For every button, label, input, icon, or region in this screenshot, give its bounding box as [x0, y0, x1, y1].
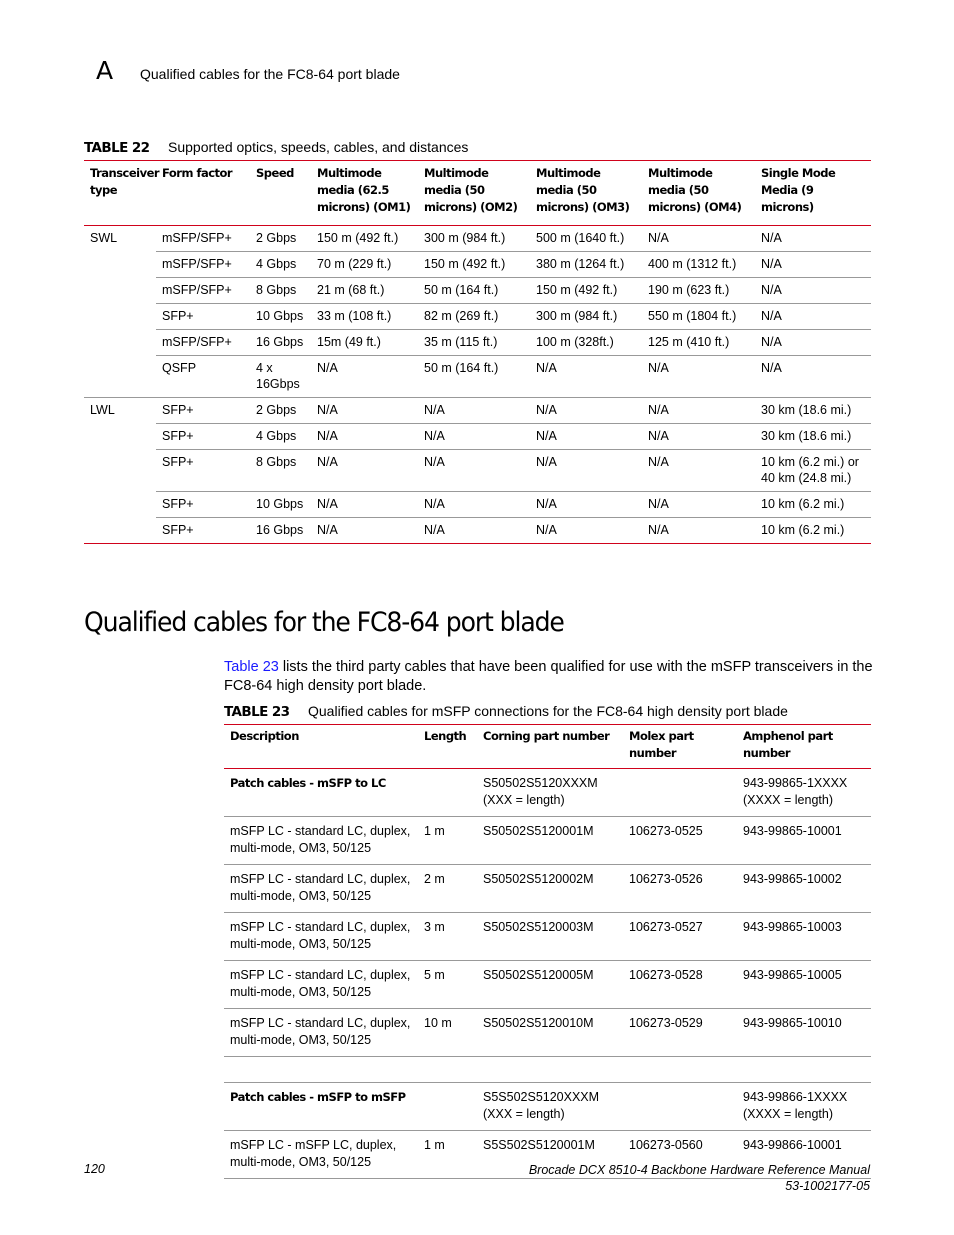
table-cell: N/A [642, 424, 755, 450]
table-cell: N/A [530, 356, 642, 398]
table-cell: QSFP [156, 356, 250, 398]
table-cell: 8 Gbps [250, 278, 311, 304]
table23-label: TABLE 23 [224, 704, 290, 720]
table-row [84, 226, 871, 252]
table-cell: N/A [642, 518, 755, 544]
table-cell: 1 m [418, 1131, 477, 1179]
table-cell: mSFP LC - standard LC, duplex, multi-mode, OM3, 50/125 [224, 865, 418, 913]
table-cell: N/A [311, 424, 418, 450]
table-cell: S5S502S5120XXXM (XXX = length) [477, 1083, 623, 1131]
table-row [224, 913, 871, 961]
table-cell: 10 Gbps [250, 304, 311, 330]
table-cell [623, 769, 737, 817]
table-cell: N/A [642, 492, 755, 518]
table-cell: mSFP LC - standard LC, duplex, multi-mode, OM3, 50/125 [224, 913, 418, 961]
table22-column-header: Speed [250, 161, 311, 226]
table-cell [84, 330, 156, 356]
table-cell: N/A [642, 226, 755, 252]
table-cell [84, 356, 156, 398]
table23-column-header: Amphenol part number [737, 725, 871, 769]
table-cell: SFP+ [156, 304, 250, 330]
table-cell: 4 Gbps [250, 424, 311, 450]
table-cell [623, 1083, 737, 1131]
table-group-row [224, 769, 871, 817]
table-row [84, 450, 871, 492]
table-row [84, 424, 871, 450]
table-cell: 16 Gbps [250, 518, 311, 544]
table-cell: 2 m [418, 865, 477, 913]
table-cell: N/A [530, 424, 642, 450]
table-cell: mSFP/SFP+ [156, 330, 250, 356]
table-cell: 50 m (164 ft.) [418, 278, 530, 304]
table-cell: S50502S5120XXXM (XXX = length) [477, 769, 623, 817]
table-cell: 380 m (1264 ft.) [530, 252, 642, 278]
table-cell: N/A [311, 492, 418, 518]
table-cell: N/A [311, 356, 418, 398]
table-cell: N/A [642, 398, 755, 424]
table-cell: 3 m [418, 913, 477, 961]
table-cell: N/A [755, 226, 871, 252]
table-cell [84, 304, 156, 330]
table-row [84, 518, 871, 544]
table-cell: S50502S5120003M [477, 913, 623, 961]
table-cell: N/A [418, 492, 530, 518]
table-row [84, 330, 871, 356]
table-cell: 150 m (492 ft.) [311, 226, 418, 252]
table-row [84, 278, 871, 304]
page-number: 120 [84, 1162, 105, 1176]
table-cell: mSFP/SFP+ [156, 226, 250, 252]
table-cell: 4 Gbps [250, 252, 311, 278]
table23-column-header: Description [224, 725, 418, 769]
table-cell: mSFP LC - standard LC, duplex, multi-mode, OM3, 50/125 [224, 961, 418, 1009]
table-cell: 30 km (18.6 mi.) [755, 424, 871, 450]
table-row [224, 817, 871, 865]
table-cell: 30 km (18.6 mi.) [755, 398, 871, 424]
table-cell: 106273-0526 [623, 865, 737, 913]
table-cell [84, 518, 156, 544]
table-cell: 33 m (108 ft.) [311, 304, 418, 330]
table-cell: mSFP LC - standard LC, duplex, multi-mode, OM3, 50/125 [224, 1009, 418, 1057]
table-cell: SFP+ [156, 492, 250, 518]
table-cell: S50502S5120005M [477, 961, 623, 1009]
table-row [84, 398, 871, 424]
table-cell: 2 Gbps [250, 398, 311, 424]
table-cell: 70 m (229 ft.) [311, 252, 418, 278]
spacer-cell [224, 1057, 871, 1083]
table-cell: 300 m (984 ft.) [530, 304, 642, 330]
table-row [84, 304, 871, 330]
table-cell: 106273-0560 [623, 1131, 737, 1179]
table-cell [84, 278, 156, 304]
table-cell: 106273-0529 [623, 1009, 737, 1057]
table-cell: N/A [642, 356, 755, 398]
manual-title: Brocade DCX 8510-4 Backbone Hardware Reference Manual [528, 1163, 870, 1177]
footer-doc-info [529, 1162, 870, 1194]
table-cell: 500 m (1640 ft.) [530, 226, 642, 252]
table-cell: 943-99865-1XXXX (XXXX = length) [737, 769, 871, 817]
table-cell: 10 m [418, 1009, 477, 1057]
table-cell: 35 m (115 ft.) [418, 330, 530, 356]
table-cell: 400 m (1312 ft.) [642, 252, 755, 278]
table-cell: 943-99865-10003 [737, 913, 871, 961]
running-header-title: Qualified cables for the FC8-64 port blade [140, 66, 400, 82]
table-cell: SFP+ [156, 424, 250, 450]
paragraph-text: lists the third party cables that have been qualified for use with the mSFP transceivers in the FC8-64 high density port blade. [224, 659, 873, 694]
table-cell: 16 Gbps [250, 330, 311, 356]
table-cell: 125 m (410 ft.) [642, 330, 755, 356]
section-paragraph [224, 658, 874, 696]
table-cell: N/A [311, 450, 418, 492]
table-cell: Patch cables - mSFP to LC [224, 769, 418, 817]
table-cell: mSFP/SFP+ [156, 278, 250, 304]
table22-column-header: Transceiver type [84, 161, 156, 226]
table-cell: N/A [755, 356, 871, 398]
table22-caption [84, 139, 469, 156]
table-cell: 21 m (68 ft.) [311, 278, 418, 304]
table-row [84, 492, 871, 518]
table-cell: 15m (49 ft.) [311, 330, 418, 356]
table-cell: 5 m [418, 961, 477, 1009]
table-cell: SWL [90, 231, 118, 245]
table-cell: S50502S5120010M [477, 1009, 623, 1057]
table-cell: N/A [311, 398, 418, 424]
table-cell: 8 Gbps [250, 450, 311, 492]
table-cell: 300 m (984 ft.) [418, 226, 530, 252]
table-cell: mSFP/SFP+ [156, 252, 250, 278]
table-cell: N/A [755, 278, 871, 304]
table-cell: 10 km (6.2 mi.) [755, 492, 871, 518]
table-cell: 1 m [418, 817, 477, 865]
table-cell: 82 m (269 ft.) [418, 304, 530, 330]
table-cell: N/A [755, 252, 871, 278]
table-cell [84, 450, 156, 492]
table-cell: S5S502S5120001M [477, 1131, 623, 1179]
table-cell: N/A [755, 304, 871, 330]
table-cell: 106273-0528 [623, 961, 737, 1009]
table-row [84, 252, 871, 278]
table-cell: 150 m (492 ft.) [418, 252, 530, 278]
table-cell: SFP+ [156, 450, 250, 492]
table23-caption [224, 703, 788, 720]
table-cell [84, 424, 156, 450]
table-cell: 10 km (6.2 mi.) or 40 km (24.8 mi.) [755, 450, 871, 492]
table23-link[interactable]: Table 23 [224, 659, 279, 675]
table23-caption-text: Qualified cables for mSFP connections for the FC8-64 high density port blade [308, 703, 788, 719]
table22-column-header: Multimode media (50 microns) (OM3) [530, 161, 642, 226]
table-cell: mSFP LC - mSFP LC, duplex, multi-mode, OM3, 50/125 [224, 1131, 418, 1179]
table-23 [224, 724, 871, 1179]
table22-column-header: Multimode media (50 microns) (OM4) [642, 161, 755, 226]
table23-column-header: Molex part number [623, 725, 737, 769]
table23-column-header: Corning part number [477, 725, 623, 769]
table-cell [84, 492, 156, 518]
table-cell [418, 769, 477, 817]
table22-label: TABLE 22 [84, 140, 150, 156]
table22-column-header: Multimode media (62.5 microns) (OM1) [311, 161, 418, 226]
table-cell: 943-99865-10001 [737, 817, 871, 865]
table-cell: N/A [418, 518, 530, 544]
table-cell: N/A [642, 450, 755, 492]
table-cell: N/A [418, 450, 530, 492]
table-cell: 100 m (328ft.) [530, 330, 642, 356]
table-cell: 150 m (492 ft.) [530, 278, 642, 304]
table-cell: N/A [530, 398, 642, 424]
table-cell: mSFP LC - standard LC, duplex, multi-mode, OM3, 50/125 [224, 817, 418, 865]
table-cell: Patch cables - mSFP to mSFP [224, 1083, 418, 1131]
table-cell: N/A [418, 398, 530, 424]
table22-column-header: Multimode media (50 microns) (OM2) [418, 161, 530, 226]
table-cell: LWL [84, 398, 156, 424]
table-cell: 10 km (6.2 mi.) [755, 518, 871, 544]
table-group-row [224, 1083, 871, 1131]
table23-column-header: Length [418, 725, 477, 769]
table-cell: 106273-0527 [623, 913, 737, 961]
table-cell: S50502S5120001M [477, 817, 623, 865]
table22-column-header: Single Mode Media (9 microns) [755, 161, 871, 226]
table-cell: N/A [530, 518, 642, 544]
table-spacer-row [224, 1057, 871, 1083]
table22-column-header: Form factor [156, 161, 250, 226]
table-row [84, 356, 871, 398]
table-cell: 106273-0525 [623, 817, 737, 865]
table-cell: SFP+ [156, 398, 250, 424]
table-cell: 943-99865-10002 [737, 865, 871, 913]
section-heading: Qualified cables for the FC8-64 port blade [84, 607, 564, 638]
table-row [224, 961, 871, 1009]
table-22 [84, 160, 871, 544]
table-cell: 2 Gbps [250, 226, 311, 252]
table-cell: S50502S5120002M [477, 865, 623, 913]
table-row [224, 1009, 871, 1057]
table-cell: 943-99865-10005 [737, 961, 871, 1009]
table-cell [84, 252, 156, 278]
table-cell: 943-99865-10010 [737, 1009, 871, 1057]
table22-caption-text: Supported optics, speeds, cables, and distances [168, 139, 469, 155]
table-cell: 4 x 16Gbps [250, 356, 311, 398]
table-cell: 50 m (164 ft.) [418, 356, 530, 398]
table-cell: N/A [755, 330, 871, 356]
table-cell: N/A [530, 450, 642, 492]
appendix-letter: A [96, 56, 114, 85]
table-cell: N/A [311, 518, 418, 544]
table-cell: 943-99866-10001 [737, 1131, 871, 1179]
table-cell: 190 m (623 ft.) [642, 278, 755, 304]
table-cell: SFP+ [156, 518, 250, 544]
table-cell: 10 Gbps [250, 492, 311, 518]
table-cell: 550 m (1804 ft.) [642, 304, 755, 330]
table-cell [418, 1083, 477, 1131]
document-number: 53-1002177-05 [785, 1179, 870, 1193]
table-cell: N/A [418, 424, 530, 450]
table-cell: 943-99866-1XXXX (XXXX = length) [737, 1083, 871, 1131]
table-row [224, 865, 871, 913]
table-cell: N/A [530, 492, 642, 518]
